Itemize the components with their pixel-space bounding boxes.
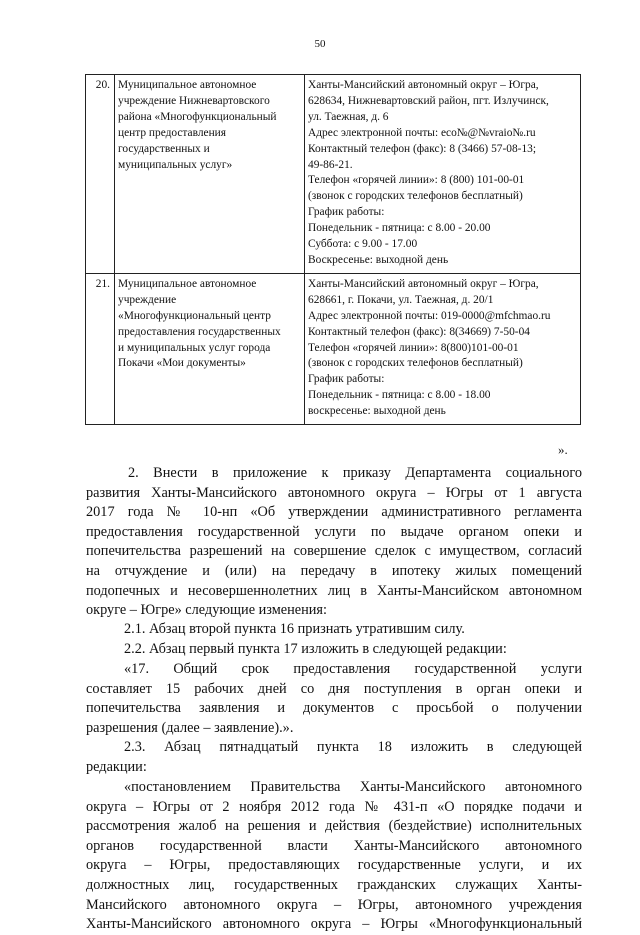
closing-quote: ». [558,442,568,457]
table-row [86,75,581,274]
contact-info-line: 628661, г. Покачи, ул. Таежная, д. 20/1 [308,293,494,306]
text-line: должностных лиц, государственных гражданских служащих Ханты- [86,876,582,893]
text-line: составляет 15 рабочих дней со дня поступления в орган опеки и [86,680,582,697]
text-line: 2.1. Абзац второй пункта 16 признать утратившим силу. [124,621,465,637]
text-line: подопечных и несовершеннолетних лиц в Ханты-Мансийском автономном [86,582,582,599]
text-line: округа – Югры от 2 ноября 2012 года № 431-п «О порядке подачи и [86,798,582,815]
contact-info-line: Ханты-Мансийский автономный округ – Югра, [308,79,539,91]
text-line: разрешения (далее – заявление).». [86,719,294,736]
text-line: попечительства заявления и документов с просьбой о получении [86,700,582,717]
contact-info-line: Понедельник - пятница: с 8.00 - 20.00 [308,222,491,235]
text-line: 2.3. Абзац пятнадцатый пункта 18 изложить в следующей [124,739,582,755]
text-line: развития Ханты-Мансийского автономного округа – Югры от 1 августа [86,484,582,501]
page-number: 50 [314,38,326,50]
text-line: «постановлением Правительства Ханты-Мансийского автономного [124,779,582,795]
row-number: 21. [86,273,115,424]
paragraph-final [86,778,582,935]
institution-name-line: Покачи «Мои документы» [118,357,246,370]
text-line: Мансийского автономного округа – Югры, автономного учреждения [86,896,582,913]
table-row [86,273,581,424]
text-line: попечительства разрешений на совершение сделок с имуществом, согласий [86,543,582,560]
text-line: 2. Внести в приложение к приказу Департамента социального [128,465,582,481]
text-line: органов государственной власти Ханты-Мансийского автономного [86,837,582,854]
text-line: округа – Югры, предоставляющих государственные услуги, и их [86,857,582,874]
contact-info-line: Воскресенье: выходной день [308,253,449,266]
text-line: предоставления государственной услуги по выдаче органом опеки и [86,523,582,540]
contact-info-line: Телефон «горячей линии»: 8 (800) 101-00-01 [308,174,525,187]
contact-info-line: (звонок с городских телефонов бесплатный) [308,190,523,203]
text-line: 2.2. Абзац первый пункта 17 изложить в следующей редакции: [124,640,507,657]
contact-info-line: Контактный телефон (факс): 8 (3466) 57-08-13; [308,142,537,155]
institution-name [115,273,305,424]
institution-name-line: предоставления государственных [118,325,281,338]
text-line: рассмотрения жалоб на решения и действия (бездействие) исполнительных [86,818,582,835]
institution-name-line: учреждение Нижневартовского [118,94,270,107]
contact-info-line: воскресенье: выходной день [308,405,446,418]
text-line: редакции: [86,758,147,775]
institution-name-line: государственных и [118,142,210,155]
contact-info-line: Понедельник - пятница: с 8.00 - 18.00 [308,389,491,402]
institution-name-line: «Многофункциональный центр [118,309,271,322]
institution-name-line: района «Многофункциональный [118,110,277,123]
paragraph-2-1 [86,620,582,659]
contact-info-line: Адрес электронной почты: 019-0000@mfchmao.ru [308,309,551,322]
paragraph-17-quote [86,660,582,738]
text-line: на отчуждение и (или) на передачу в ипотеку жилых помещений [86,562,582,579]
institution-name [115,75,305,274]
contact-info-line: Адрес электронной почты: eco№@№vraio№.ru [308,126,536,139]
text-line: «17. Общий срок предоставления государственной услуги [124,661,582,677]
contact-info [305,75,581,274]
contact-info [305,273,581,424]
institution-name-line: и муниципальных услуг города [118,341,271,354]
mfc-table [85,74,581,425]
institution-name-line: центр предоставления [118,126,227,139]
paragraph-2 [86,464,582,621]
text-line: округе – Югре» следующие изменения: [86,602,327,619]
contact-info-line: 628634, Нижневартовский район, пгт. Излучинск, [308,94,549,107]
contact-info-line: Суббота: с 9.00 - 17.00 [308,238,418,251]
contact-info-line: 49-86-21. [308,158,353,171]
contact-info-line: График работы: [308,206,385,219]
contact-info-line: (звонок с городских телефонов бесплатный) [308,357,523,370]
institution-name-line: муниципальных услуг» [118,158,233,171]
row-number: 20. [86,75,115,274]
institution-name-line: Муниципальное автономное [118,79,257,91]
contact-info-line: График работы: [308,373,385,386]
paragraph-2-3 [86,738,582,777]
contact-info-line: Ханты-Мансийский автономный округ – Югра, [308,277,539,290]
contact-info-line: Контактный телефон (факс): 8(34669) 7-50-04 [308,325,530,338]
contact-info-line: ул. Таежная, д. 6 [308,110,389,123]
institution-name-line: Муниципальное автономное [118,277,257,290]
institution-name-line: учреждение [118,293,177,306]
text-line: Ханты-Мансийского автономного округа – Югры «Многофункциональный [86,916,582,933]
text-line: 2017 года № 10-нп «Об утверждении административного регламента [86,504,582,521]
contact-info-line: Телефон «горячей линии»: 8(800)101-00-01 [308,341,519,354]
